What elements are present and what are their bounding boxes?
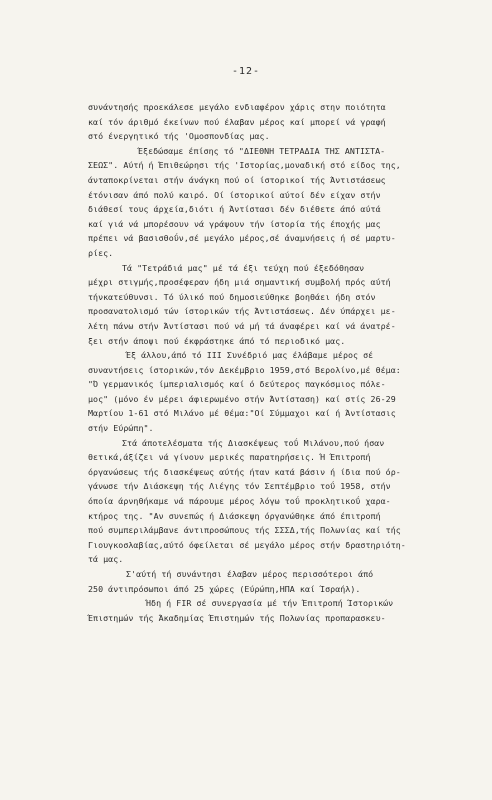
text-line: Ήδη ή FIR σέ συνεργασία μέ τήν Έπιτροπή Ίστορικών xyxy=(146,598,394,609)
text-line: Στά άποτελέσματα τής Διασκέψεως τοΰ Μιλάνου,πού ήσαν xyxy=(122,437,385,448)
text-line: συναντήσεις ίστορικών,τόν Δεκέμβριο 1959,στό Βερολίνο,μέ θέμα: xyxy=(88,364,401,375)
text-line: Έξεδώσαμε έπίσης τό "ΔΙΕΘΝΗ ΤΕΤΡΑΔΙΑ ΤΗΣ ΑΝΤΙΣΤΑ- xyxy=(138,145,386,156)
text-line: όποία άρνηθήκαμε νά πάρουμε μέρος λόγω τοΰ προκλητικοΰ χαρα- xyxy=(88,496,391,507)
text-line: ξει στήν άποψι πού έκφράστηκε άπό τό περιοδικό μας. xyxy=(88,335,346,346)
text-line: λέτη πάνω στήν Άντίστασι πού νά μή τά άναφέρει καί νά άνατρέ- xyxy=(88,320,396,331)
text-line: Τά "Τετράδιά μας" μέ τά έξι τεύχη πού έξεδόθησαν xyxy=(122,262,365,273)
text-line: "Ό γερμανικός ίμπεριαλισμός καί ό δεύτερος παγκόσμιος πόλε- xyxy=(88,379,386,390)
text-line: ρίες. xyxy=(88,247,114,258)
text-line: πού συμπεριλάμβανε άντιπροσώπους τής ΣΣΣΔ,τής Πολωνίας καί τής xyxy=(88,525,401,536)
text-line: έτόνισαν άπό πολύ καιρό. Οί ίστορικοί αύτοί δέν είχαν στήν xyxy=(88,189,381,200)
text-line: μος" (μόνο έν μέρει άφιερωμένο στήν Άντίσταση) καί στίς 26-29 xyxy=(88,393,396,404)
text-line: καί τόν άριθμό έκείνων πού έλαβαν μέρος καί μπορεί νά γραφή xyxy=(88,116,386,127)
text-line: προσανατολισμό τών ίστορικών τής Άντιστάσεως. Δέν ύπάρχει με- xyxy=(88,306,396,317)
text-line: άνταποκρίνεται στήν άνάγκη πού οί ίστορικοί τής Άντιστάσεως xyxy=(88,174,386,185)
text-line: συνάντησής προεκάλεσε μεγάλο ενδιαφέρον χάρις στην ποιότητα xyxy=(88,102,386,112)
text-line: Μαρτίου 1-61 στό Μιλάνο μέ θέμα:"Οί Σύμμαχοι καί ή Άντίστασις xyxy=(88,408,396,419)
text-line: ΣΕΩΣ". Αύτή ή Έπιθεώρησι τής 'Ιστορίας,μοναδική στό είδος της, xyxy=(88,160,401,171)
text-line: πρέπει νά βασισθοΰν,σέ μεγάλο μέρος,σέ άναμνήσεις ή σέ μαρτυ- xyxy=(88,233,396,244)
text-line: τήνκατεύθυνσι. Τό ύλικό πού δημοσιεύθηκε βοηθάει ήδη στόν xyxy=(88,291,376,302)
text-line: μέχρι στιγμής,προσέφεραν ήδη μιά σημαντική συμβολή πρός αύτή xyxy=(88,277,391,288)
text-line: 250 άντιπρόσωποι άπό 25 χώρες (Εύρώπη,ΗΠΑ καί Ίσραήλ). xyxy=(88,583,361,594)
page-number: -12- xyxy=(231,66,261,77)
text-line: τά μας. xyxy=(88,554,124,565)
text-line: Έπιστημών τής Άκαδημίας Έπιστημών τής Πολωνίας προπαρασκευ- xyxy=(88,612,386,623)
body-text xyxy=(88,100,468,625)
text-line: γάνωσε τήν Διάσκεψη τής Λιέγης τόν Σεπτέμβριο τοΰ 1958, στήν xyxy=(88,481,391,492)
text-line: στήν Εύρώπη". xyxy=(88,423,154,434)
text-line: Έξ άλλου,άπό τό III Συνέδριό μας έλάβαμε μέρος σέ xyxy=(126,350,374,361)
text-line: όργανώσεως τής διασκέψεως αύτής ήταν κατά βάσιν ή ίδια πού όρ- xyxy=(88,466,401,477)
text-line: στό ένεργητικό τής 'Ομοσπονδίας μας. xyxy=(88,131,270,142)
text-line: κτήρος της. "Αν συνεπώς ή Διάσκεψη όργανώθηκε άπό έπιτροπή xyxy=(88,510,381,521)
text-line: Γιουγκοσλαβίας,αύτό όφείλεται σέ μεγάλο μέρος στήν δραστηριότη- xyxy=(88,539,406,550)
text-line: διάθεσί τους άρχεία,διότι ή Άντίστασι δέν διέθετε άπό αύτά xyxy=(88,204,381,215)
text-line: θετικά,άξίζει νά γίνουν μερικές παρατηρήσεις. Ή Έπιτροπή xyxy=(88,452,371,463)
text-line: Σ'αύτή τή συνάντησι έλαβαν μέρος περισσότεροι άπό xyxy=(126,569,374,579)
text-line: καί γιά νά μπορέσουν νά γράψουν τήν ίστορία τής έποχής μας xyxy=(88,218,381,229)
